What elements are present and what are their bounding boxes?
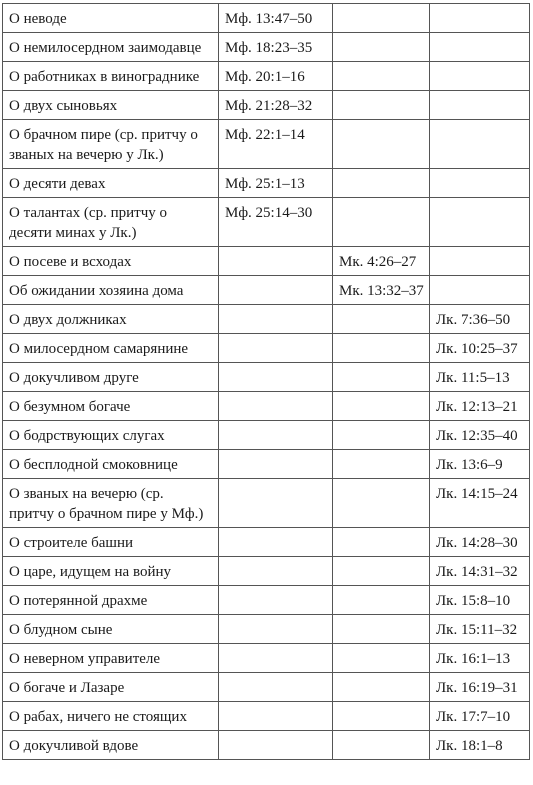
matthew-reference-cell	[219, 644, 333, 673]
table-row	[3, 673, 530, 702]
mark-reference-cell	[333, 392, 430, 421]
luke-reference-cell: Лк. 12:35–40	[430, 421, 530, 450]
table-row	[3, 334, 530, 363]
mark-reference-cell	[333, 702, 430, 731]
luke-reference-cell: Лк. 14:28–30	[430, 528, 530, 557]
luke-reference-cell: Лк. 14:31–32	[430, 557, 530, 586]
mark-reference-cell	[333, 198, 430, 247]
matthew-reference-cell	[219, 528, 333, 557]
mark-reference-cell	[333, 586, 430, 615]
mark-reference-cell	[333, 363, 430, 392]
parable-title-cell: О талантах (ср. притчу о десяти минах у Лк.)	[3, 198, 219, 247]
mark-reference-cell	[333, 615, 430, 644]
table-row	[3, 120, 530, 169]
mark-reference-cell	[333, 91, 430, 120]
table-row	[3, 450, 530, 479]
mark-reference-cell	[333, 644, 430, 673]
parable-title-cell: О бесплодной смоковнице	[3, 450, 219, 479]
parable-title-cell: О блудном сыне	[3, 615, 219, 644]
matthew-reference-cell	[219, 276, 333, 305]
luke-reference-cell	[430, 33, 530, 62]
matthew-reference-cell	[219, 392, 333, 421]
mark-reference-cell	[333, 557, 430, 586]
luke-reference-cell	[430, 247, 530, 276]
parable-title-cell: О десяти девах	[3, 169, 219, 198]
table-body	[3, 4, 530, 760]
table-row	[3, 169, 530, 198]
matthew-reference-cell	[219, 702, 333, 731]
parable-title-cell: О потерянной драхме	[3, 586, 219, 615]
table-row	[3, 198, 530, 247]
mark-reference-cell	[333, 450, 430, 479]
mark-reference-cell	[333, 120, 430, 169]
matthew-reference-cell: Мф. 20:1–16	[219, 62, 333, 91]
matthew-reference-cell	[219, 247, 333, 276]
luke-reference-cell: Лк. 16:19–31	[430, 673, 530, 702]
luke-reference-cell: Лк. 16:1–13	[430, 644, 530, 673]
luke-reference-cell	[430, 120, 530, 169]
mark-reference-cell	[333, 62, 430, 91]
luke-reference-cell	[430, 169, 530, 198]
mark-reference-cell: Мк. 13:32–37	[333, 276, 430, 305]
matthew-reference-cell	[219, 421, 333, 450]
parable-title-cell: О рабах, ничего не стоящих	[3, 702, 219, 731]
luke-reference-cell	[430, 91, 530, 120]
matthew-reference-cell: Мф. 13:47–50	[219, 4, 333, 33]
table-row	[3, 91, 530, 120]
luke-reference-cell: Лк. 15:11–32	[430, 615, 530, 644]
matthew-reference-cell	[219, 479, 333, 528]
matthew-reference-cell	[219, 731, 333, 760]
mark-reference-cell	[333, 169, 430, 198]
parable-title-cell: О двух должниках	[3, 305, 219, 334]
parables-table	[2, 3, 530, 760]
mark-reference-cell	[333, 421, 430, 450]
table-row	[3, 276, 530, 305]
luke-reference-cell: Лк. 7:36–50	[430, 305, 530, 334]
parable-title-cell: О неверном управителе	[3, 644, 219, 673]
matthew-reference-cell: Мф. 25:1–13	[219, 169, 333, 198]
table-row	[3, 586, 530, 615]
matthew-reference-cell: Мф. 22:1–14	[219, 120, 333, 169]
luke-reference-cell: Лк. 10:25–37	[430, 334, 530, 363]
parable-title-cell: О немилосердном заимодавце	[3, 33, 219, 62]
table-row	[3, 33, 530, 62]
table-row	[3, 644, 530, 673]
parable-title-cell: Об ожидании хозяина дома	[3, 276, 219, 305]
parable-title-cell: О двух сыновьях	[3, 91, 219, 120]
table-row	[3, 615, 530, 644]
mark-reference-cell	[333, 673, 430, 702]
parable-title-cell: О бодрствующих слугах	[3, 421, 219, 450]
mark-reference-cell	[333, 731, 430, 760]
luke-reference-cell	[430, 62, 530, 91]
parable-title-cell: О званых на вечерю (ср. притчу о брачном пире у Мф.)	[3, 479, 219, 528]
parable-title-cell: О докучливой вдове	[3, 731, 219, 760]
table-row	[3, 731, 530, 760]
luke-reference-cell: Лк. 14:15–24	[430, 479, 530, 528]
mark-reference-cell	[333, 479, 430, 528]
matthew-reference-cell	[219, 586, 333, 615]
parable-title-cell: О посеве и всходах	[3, 247, 219, 276]
table-row	[3, 479, 530, 528]
matthew-reference-cell	[219, 363, 333, 392]
luke-reference-cell: Лк. 11:5–13	[430, 363, 530, 392]
matthew-reference-cell	[219, 557, 333, 586]
luke-reference-cell: Лк. 13:6–9	[430, 450, 530, 479]
matthew-reference-cell	[219, 334, 333, 363]
matthew-reference-cell	[219, 615, 333, 644]
table-row	[3, 528, 530, 557]
parable-title-cell: О богаче и Лазаре	[3, 673, 219, 702]
parable-title-cell: О докучливом друге	[3, 363, 219, 392]
table-row	[3, 62, 530, 91]
luke-reference-cell	[430, 4, 530, 33]
parable-title-cell: О неводе	[3, 4, 219, 33]
luke-reference-cell: Лк. 12:13–21	[430, 392, 530, 421]
table-row	[3, 392, 530, 421]
matthew-reference-cell	[219, 450, 333, 479]
matthew-reference-cell	[219, 673, 333, 702]
table-row	[3, 305, 530, 334]
luke-reference-cell: Лк. 17:7–10	[430, 702, 530, 731]
parable-title-cell: О работниках в винограднике	[3, 62, 219, 91]
matthew-reference-cell: Мф. 21:28–32	[219, 91, 333, 120]
parable-title-cell: О строителе башни	[3, 528, 219, 557]
table-row	[3, 4, 530, 33]
luke-reference-cell	[430, 276, 530, 305]
matthew-reference-cell: Мф. 18:23–35	[219, 33, 333, 62]
table-row	[3, 421, 530, 450]
parable-title-cell: О брачном пире (ср. притчу о званых на вечерю у Лк.)	[3, 120, 219, 169]
table-row	[3, 702, 530, 731]
matthew-reference-cell	[219, 305, 333, 334]
mark-reference-cell	[333, 334, 430, 363]
luke-reference-cell: Лк. 18:1–8	[430, 731, 530, 760]
parable-title-cell: О безумном богаче	[3, 392, 219, 421]
table-row	[3, 557, 530, 586]
parable-title-cell: О царе, идущем на войну	[3, 557, 219, 586]
luke-reference-cell	[430, 198, 530, 247]
mark-reference-cell	[333, 33, 430, 62]
parable-title-cell: О милосердном самарянине	[3, 334, 219, 363]
luke-reference-cell: Лк. 15:8–10	[430, 586, 530, 615]
table-row	[3, 363, 530, 392]
mark-reference-cell: Мк. 4:26–27	[333, 247, 430, 276]
mark-reference-cell	[333, 528, 430, 557]
table-row	[3, 247, 530, 276]
matthew-reference-cell: Мф. 25:14–30	[219, 198, 333, 247]
mark-reference-cell	[333, 4, 430, 33]
mark-reference-cell	[333, 305, 430, 334]
